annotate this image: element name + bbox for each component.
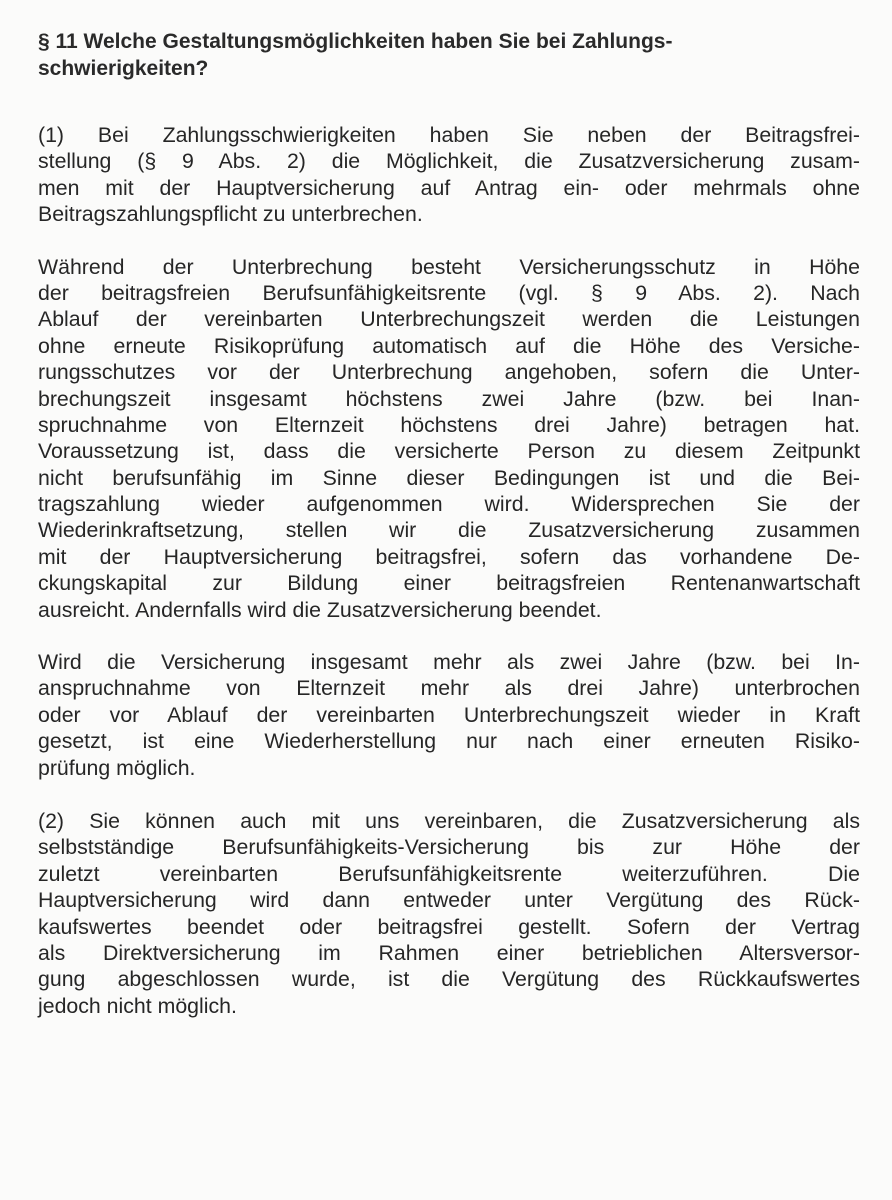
document-page xyxy=(38,28,860,1019)
text-line: ckungskapital zur Bildung einer beitragsfreien Rentenanwartschaft xyxy=(38,571,860,596)
text-line: kaufswertes beendet oder beitragsfrei gestellt. Sofern der Vertrag xyxy=(38,914,860,939)
paragraph-3-restoration xyxy=(38,649,860,781)
text-line: der beitragsfreien Berufsunfähigkeitsrente (vgl. § 9 Abs. 2). Nach xyxy=(38,280,860,305)
text-line: brechungszeit insgesamt höchstens zwei Jahre (bzw. bei Inan- xyxy=(38,386,860,411)
text-line: anspruchnahme von Elternzeit mehr als drei Jahre) unterbrochen xyxy=(38,676,860,701)
paragraph-1-payment-interruption xyxy=(38,122,860,228)
text-line: (1) Bei Zahlungsschwierigkeiten haben Sie neben der Beitragsfrei- xyxy=(38,123,860,147)
heading-line: § 11 Welche Gestaltungsmöglichkeiten haben Sie bei Zahlungs- xyxy=(38,30,673,53)
text-line: men mit der Hauptversicherung auf Antrag ein- oder mehrmals ohne xyxy=(38,175,860,200)
text-line: Ablauf der vereinbarten Unterbrechungszeit werden die Leistungen xyxy=(38,307,860,332)
text-line: ausreicht. Andernfalls wird die Zusatzversicherung beendet. xyxy=(38,597,602,622)
text-line: Während der Unterbrechung besteht Versicherungsschutz in Höhe xyxy=(38,254,860,279)
text-line: jedoch nicht möglich. xyxy=(38,993,237,1018)
text-line: oder vor Ablauf der vereinbarten Unterbrechungszeit wieder in Kraft xyxy=(38,702,860,727)
text-line: (2) Sie können auch mit uns vereinbaren, die Zusatzversicherung als xyxy=(38,808,860,833)
text-line: gesetzt, ist eine Wiederherstellung nur nach einer erneuten Risiko- xyxy=(38,729,860,754)
section-heading xyxy=(38,28,860,82)
text-line: tragszahlung wieder aufgenommen wird. Widersprechen Sie der xyxy=(38,492,860,517)
heading-line: schwierigkeiten? xyxy=(38,57,209,80)
text-line: mit der Hauptversicherung beitragsfrei, sofern das vorhandene De- xyxy=(38,544,860,569)
text-line: prüfung möglich. xyxy=(38,755,196,780)
paragraph-4-standalone-insurance xyxy=(38,808,860,1019)
text-line: Hauptversicherung wird dann entweder unter Vergütung des Rück- xyxy=(38,888,860,913)
text-line: stellung (§ 9 Abs. 2) die Möglichkeit, die Zusatzversicherung zusam- xyxy=(38,149,860,174)
text-line: Beitragszahlungspflicht zu unterbrechen. xyxy=(38,202,423,227)
text-line: Wiederinkraftsetzung, stellen wir die Zusatzversicherung zusammen xyxy=(38,518,860,543)
text-line: zuletzt vereinbarten Berufsunfähigkeitsrente weiterzuführen. Die xyxy=(38,861,860,886)
text-line: ohne erneute Risikoprüfung automatisch auf die Höhe des Versiche- xyxy=(38,333,860,358)
text-line: als Direktversicherung im Rahmen einer betrieblichen Altersversor- xyxy=(38,940,860,965)
text-line: rungsschutzes vor der Unterbrechung angehoben, sofern die Unter- xyxy=(38,360,860,385)
text-line: spruchnahme von Elternzeit höchstens drei Jahre) betragen hat. xyxy=(38,412,860,437)
text-line: Wird die Versicherung insgesamt mehr als zwei Jahre (bzw. bei In- xyxy=(38,650,860,675)
text-line: selbstständige Berufsunfähigkeits-Versicherung bis zur Höhe der xyxy=(38,835,860,860)
text-line: nicht berufsunfähig im Sinne dieser Bedingungen ist und die Bei- xyxy=(38,465,860,490)
paragraph-2-coverage-during-interruption xyxy=(38,254,860,623)
text-line: Voraussetzung ist, dass die versicherte Person zu diesem Zeitpunkt xyxy=(38,439,860,464)
text-line: gung abgeschlossen wurde, ist die Vergütung des Rückkaufswertes xyxy=(38,967,860,992)
